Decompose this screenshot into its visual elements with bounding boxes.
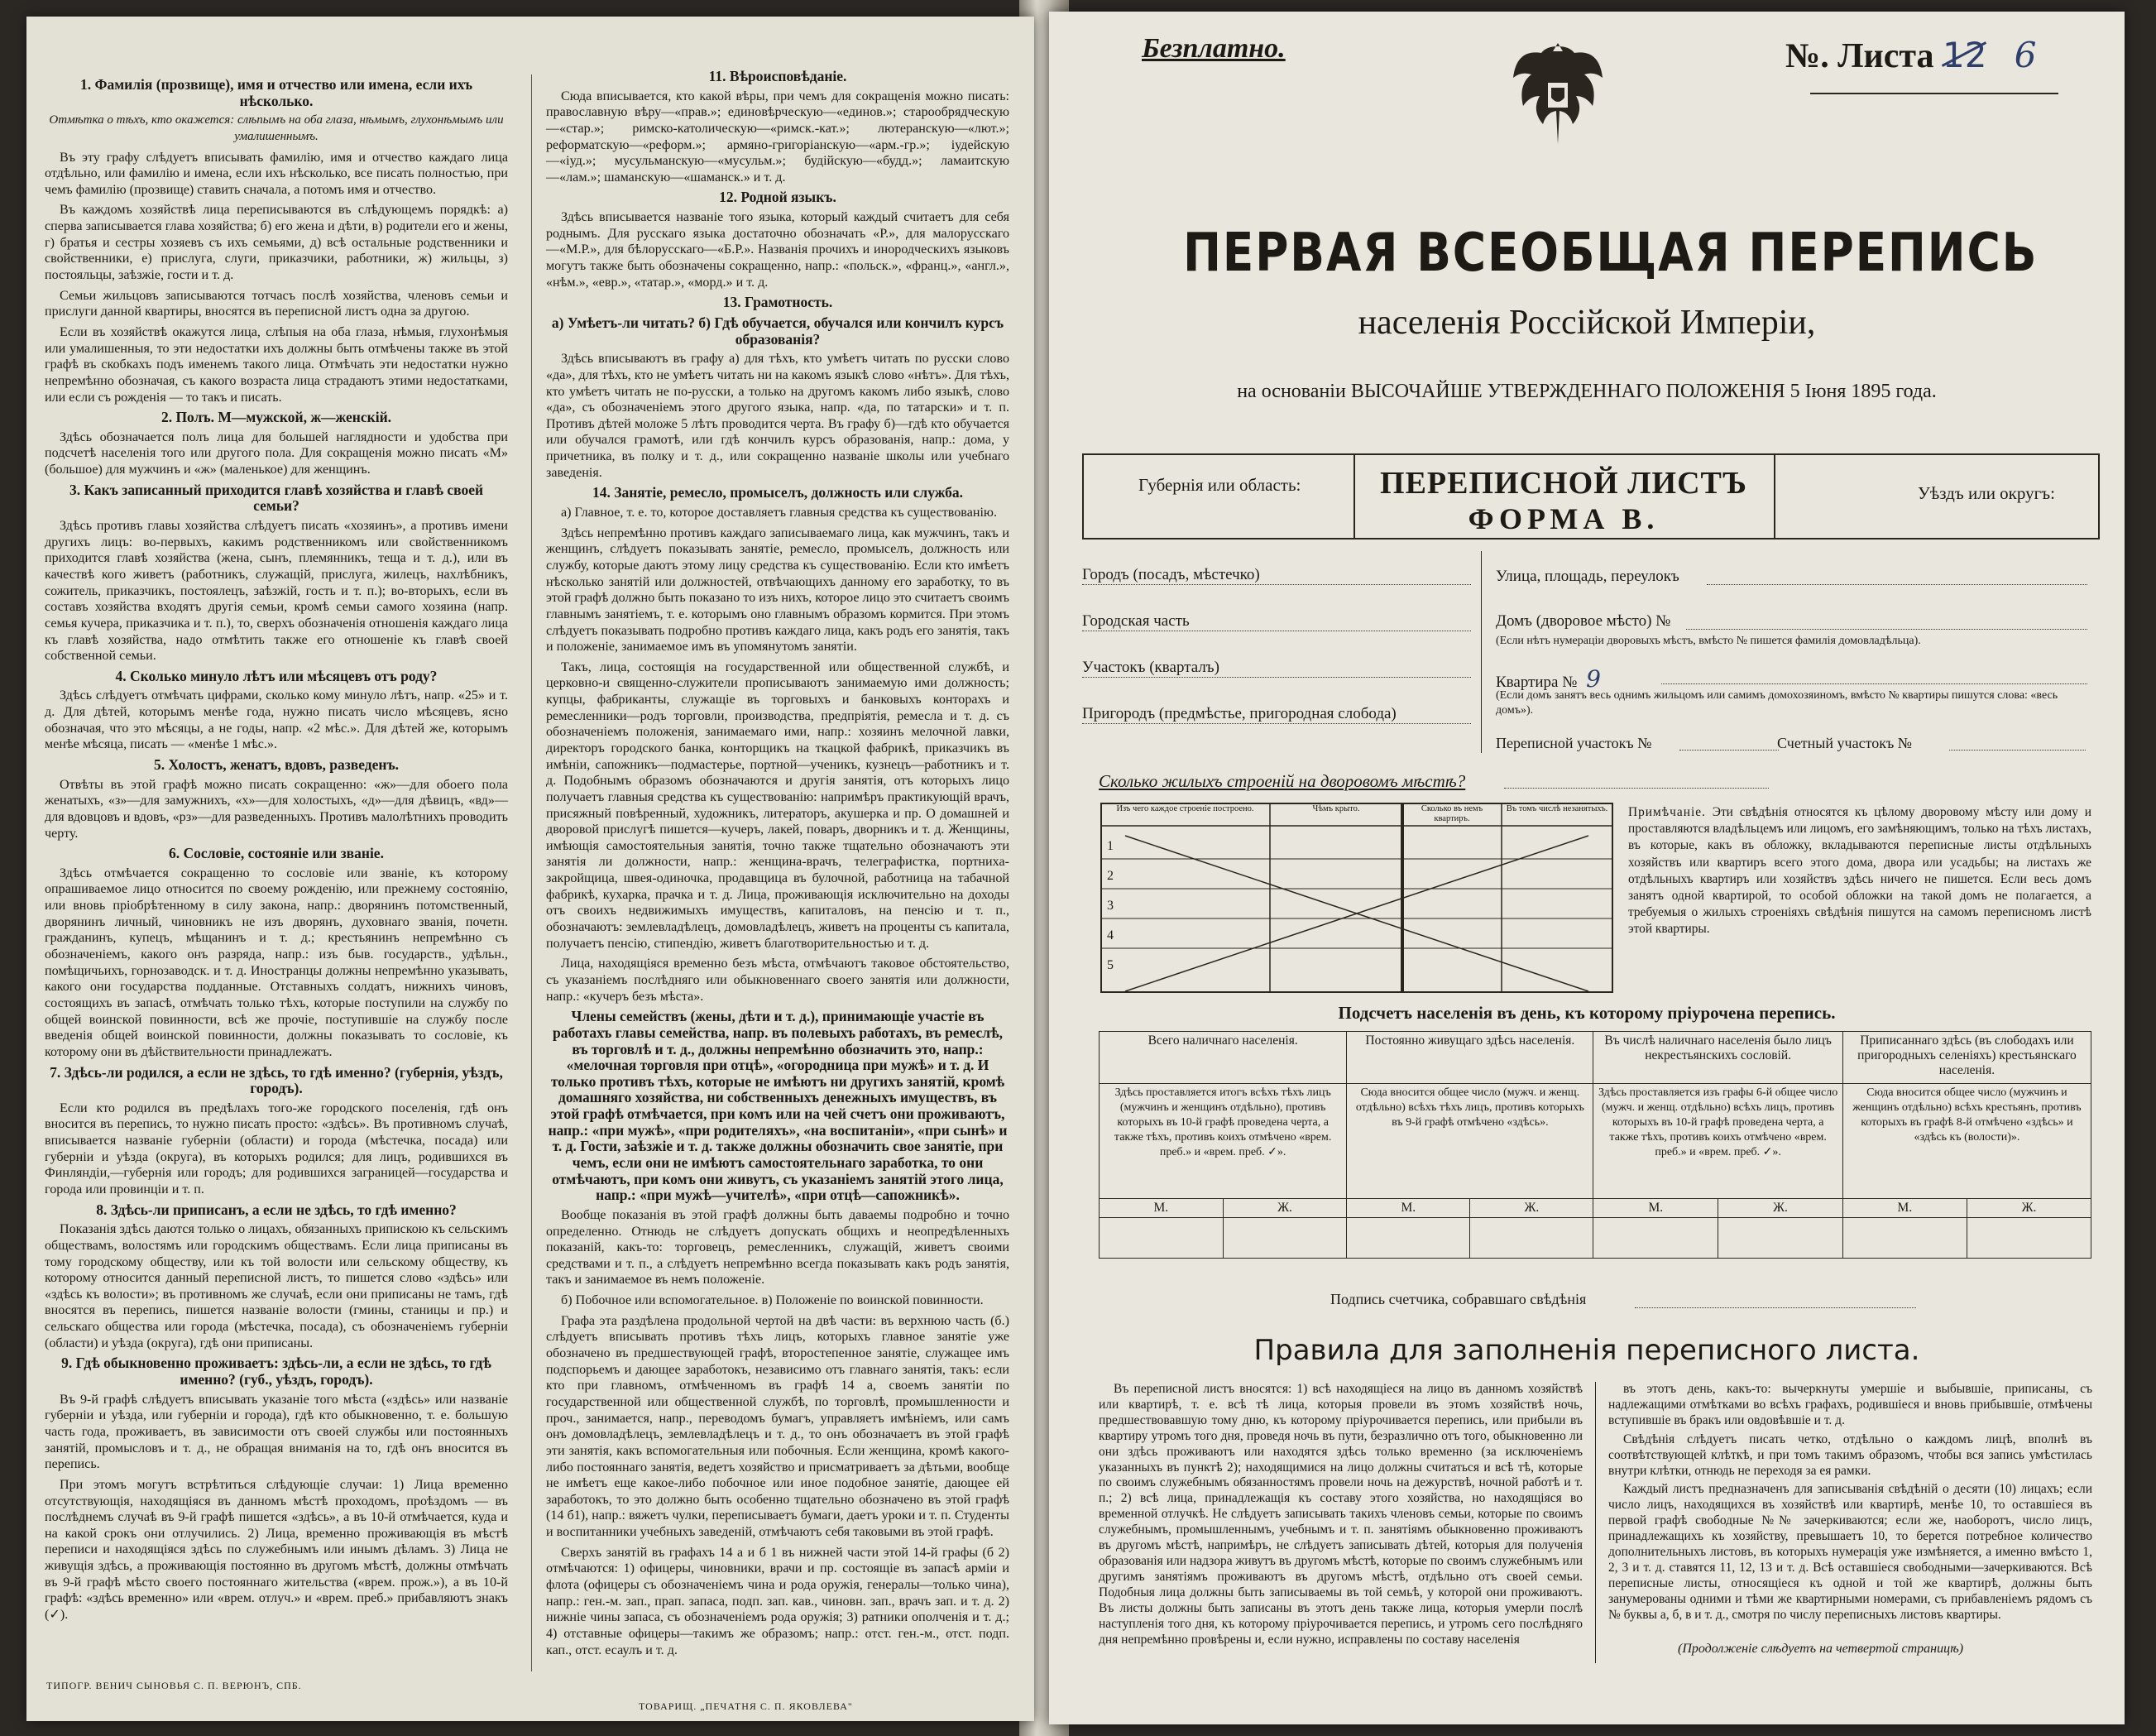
paragraph: Въ эту графу слѣдуетъ вписывать фамилію, имя и отчество каждаго лица отдѣльно, или фамилію и имена, если ихъ нѣсколько, все писать полностью, при чемъ фамилію (прозвище) ставить сначала, а потомъ имя и отчество. [45, 150, 508, 197]
box-right [2098, 453, 2100, 538]
column-2-paragraphs [546, 69, 1009, 1658]
box-left [1082, 453, 1084, 538]
buildings-column-header: Сколько въ немъ квартиръ. [1421, 804, 1483, 823]
buildings-question: Сколько жилыхъ строеній на дворовомъ мѣстѣ? [1099, 771, 1466, 791]
house-label: Домъ (дворовое мѣсто) № [1496, 612, 1671, 630]
buildings-column-header: Чѣмъ крыто. [1312, 804, 1360, 813]
rules-paragraph: Въ переписной листъ вносятся: 1) всѣ находящіеся на лицо въ данномъ хозяйствѣ или квартирѣ, т. е. всѣ тѣ лица, которыя провели въ этомъ хозяйствѣ ночь, предшествовавшую тому дню, къ которому пріурочивается перепись, или прибыли въ квартиру утромъ того дня, проведя ночь въ пути, безразлично отъ того, обыкновенно ли они здѣсь проживаютъ или находятся здѣсь только временно (за исключеніемъ указанныхъ въ пунктѣ 2); находящимися на лицо должны считаться и всѣ тѣ, которые по своимъ служебнымъ обязанностямъ провели ночь на дежурствѣ, ночной работѣ и т. п.; 2) всѣ лица, принадлежащія къ составу этого хозяйства, но находящіяся во временной отлучкѣ. Не слѣдуетъ записывать такихъ членовъ семьи, которые по своимъ служебнымъ, промышленнымъ, учебнымъ и т. п. занятіямъ обыкновенно проживаютъ въ другомъ мѣстѣ, напримѣръ, не слѣдуетъ записывать дѣтей, которыя для полученія образованія или надзора живутъ въ другомъ мѣстѣ, которые по своимъ служебнымъ или другимъ занятіямъ проживаютъ въ другомъ мѣстѣ, отдѣльно отъ своей семьи. Подобныя лица должны быть записываемы въ той семьѣ, у которой они проживаютъ. Въ листы должны быть записаны въ этотъ день также лица, которыя умерли послѣ наступленія того дня, къ которому пріурочивается перепись, и утромъ сего послѣдняго дня непремѣнно провѣрены и, если нужно, исправлены по составу населенія [1099, 1382, 1583, 1647]
section-heading: 2. Полъ. М—мужской, ж—женскій. [161, 409, 392, 426]
form-title-line-2: ФОРМА В. [1468, 502, 1660, 535]
printer-imprint-right: ТОВАРИЩ. „ПЕЧАТНЯ С. П. ЯКОВЛЕВА" [639, 1700, 853, 1712]
buildings-row-number: 3 [1107, 899, 1114, 913]
section-heading: 3. Какъ записанный приходится главѣ хозяйства и главѣ своей семьи? [69, 481, 484, 515]
paragraph: Если кто родился въ предѣлахъ того-же городского поселенія, гдѣ онъ вносится въ перепись, то нужно писать просто: «здѣсь». Въ противномъ случаѣ, вписывается названіе губерніи (области) и города (мѣстечка, посада) или губерніи и уѣзда (округа), въ которыхъ родился; для лицъ, родившихся въ Финляндіи,—губернія или городъ; для родившихся заграницей—государства и города или провинціи и т. п. [45, 1101, 508, 1196]
sex-column-label: Ж. [1223, 1199, 1347, 1218]
count-column-description: Здѣсь проставляется изъ графы 6-й общее число (мужч. и женщ. отдѣльно) всѣхъ лицъ, противъ которыхъ въ 10-й графѣ проведена черта, а также тѣхъ, противъ коихъ отмѣчено «врем. преб.» и «врем. преб. ✓». [1593, 1084, 1842, 1199]
section-title-name: 1. Фамилія (прозвище), имя и отчество или имена, если ихъ нѣсколько. [79, 76, 473, 109]
count-column-header: Приписаннаго здѣсь (въ слободахъ или пригородныхъ селеніяхъ) крестьянскаго населенія. [1842, 1032, 2091, 1084]
uezd-label: Уѣздъ или округъ: [1918, 483, 2055, 503]
count-column-description: Сюда вносится общее число (мужчинъ и женщинъ отдѣльно) всѣхъ крестьянъ, противъ которыхъ въ графѣ 8-й отмѣчено «здѣсь» и «здѣсь къ (волости)». [1842, 1084, 2091, 1199]
count-value-cell[interactable] [1470, 1218, 1593, 1259]
address-field-line[interactable] [1082, 723, 1471, 724]
paragraph: Отвѣты въ этой графѣ можно писать сокращенно: «ж»—для обоего пола женатыхъ, «з»—для замужнихъ, «х»—для холостыхъ, «д»—для дѣвицъ, «вд»—для вдовцовъ и вдовъ, «рз»—для разведенныхъ. Противъ малолѣтнихъ проводить черту. [45, 777, 508, 841]
paragraph: Здѣсь обозначается полъ лица для большей наглядности и удобства при подсчетѣ населенія того или другого пола. Для сокращенія можно писать «М» (большое) для мужчинъ и «ж» (маленькое) для женщинъ. [45, 429, 508, 477]
paragraph: Такъ, лица, состоящія на государственной или общественной службѣ, и церковно-и священно-служители прописываютъ занимаемую ими должность; купцы, фабриканты, служащіе въ торговыхъ и банковыхъ конторахъ и ремесленники—родъ торговли, производства, предпріятія, ремесла и т. д. съ обозначеніемъ положенія, занимаемаго ими, напр.: хозяинъ мелочной лавки, директоръ городского банка, конторщикъ на ткацкой фабрикѣ, приказчикъ въ имѣніи, сапожникъ—подмастерье, портной—ученикъ, кузнецъ—работникъ и т. д. Подобнымъ образомъ обозначаются и другія занятія, отъ которыхъ лицо получаетъ главныя средства къ существованію: напримѣръ практикующій врачъ, присяжный повѣренный, художникъ, литераторъ, акушерка и пр. О домашней и дворовой прислугѣ пишется—кучеръ, лакей, поваръ, дворникъ и т. д. Женщины, имѣющія самостоятельныя занятія, точно также тщательно обозначаютъ эти занятія ли должности, напр.: женщина-врачъ, телеграфистка, портниха-закройщица, швея-одиночка, продавщица въ булочной, работница на табачной фабрикѣ, кухарка, прачка и т. д. Лица, проживающія исключительно на доходы отъ своихъ недвижимыхъ имуществъ, капиталовъ, на пенсію и т. п., обозначаютъ: землевладѣлецъ, домовладѣлецъ, живетъ на проценты съ капитала, получаетъ пенсію, стипендію, живетъ благотворительностью и т. д. [546, 659, 1009, 951]
sheet-number-underline [1810, 93, 2058, 94]
box-mid-2 [1774, 453, 1775, 538]
double-headed-eagle-icon [1508, 36, 1607, 161]
paragraph: Лица, находящіяся временно безъ мѣста, отмѣчаютъ таковое обстоятельство, съ указаніемъ послѣдняго или обыкновеннаго своего занятія или должности, напр.: «кучеръ безъ мѣста». [546, 957, 1009, 1004]
census-section-label: Переписной участокъ № [1496, 735, 1652, 751]
count-value-cell[interactable] [1223, 1218, 1347, 1259]
printer-imprint-left: ТИПОГР. ВЕНИЧ СЫНОВЬЯ С. П. ВЕРЮНЪ, СПБ. [46, 1680, 302, 1691]
rules-divider [1595, 1382, 1596, 1663]
count-value-cell[interactable] [1718, 1218, 1843, 1259]
note-title: Примѣчаніе. [1628, 805, 1706, 819]
paragraph: При этомъ могутъ встрѣтиться слѣдующіе случаи: 1) Лица временно отсутствующія, находящіяся въ данномъ мѣстѣ проходомъ, проѣздомъ — въ послѣднемъ случаѣ въ 9-й графѣ пишется «здѣсь», а въ 10-й отмѣчается, куда и на какой срокъ они отлучились. 2) Лица, временно проживающія въ мѣстѣ переписи и находящіяся здѣсь по служебнымъ или инымъ дѣламъ. 3) Лица не живущія здѣсь, а проживающія постоянно въ другомъ мѣстѣ, должны отмѣчать въ 9-й графѣ мѣсто своего постояннаго жительства («врем. прож.»), а въ 10-й графѣ: «здѣсь временно» или «врем. отлуч.» и «врем. преб.» прибавляютъ знакъ (✓). [45, 1477, 508, 1623]
section-heading: 11. Вѣроисповѣданіе. [708, 68, 847, 84]
enumerator-signature-label: Подпись счетчика, собравшаго свѣдѣнія [1330, 1291, 1587, 1307]
section-heading: Члены семействъ (жены, дѣти и т. д.), принимающіе участіе въ работахъ главы семейства, напр. въ полевыхъ работахъ, въ ремеслѣ, въ торговлѣ и т. д., должны непремѣнно обозначить это, напр.: «мелочная торговля при отцѣ», «огородница при мужѣ» и т. д. И только противъ тѣхъ, которые не имѣютъ ни другихъ занятій, кромѣ домашняго хозяйства, ни собственныхъ денежныхъ имуществъ, въ этой графѣ отмѣчается, при комъ или на чей счетъ они проживаютъ, напр.: «при мужѣ», «при родителяхъ», «на воспитаніи», «при сынѣ» и т. д. Гости, заѣзжіе и т. д. также должны обозначить свое занятіе, при чемъ, если они не имѣютъ самостоятельнаго заработка, то они отмѣчаютъ, при комъ они живутъ, съ указаніемъ занятій этого лица, напр.: «при мужѣ—учителѣ», «при отцѣ—сапожникѣ». [548, 1008, 1008, 1204]
section-heading: 13. Грамотность. [722, 294, 833, 311]
buildings-column-header: Въ томъ числѣ незанятыхъ. [1506, 804, 1608, 813]
street-label: Улица, площадь, переулокъ [1496, 568, 1679, 585]
count-value-cell[interactable] [1967, 1218, 2091, 1259]
count-column-header: Постоянно живущаго здѣсь населенія. [1347, 1032, 1593, 1084]
apartment-note: (Если домъ занятъ весь однимъ жильцомъ или самимъ домохозяиномъ, вмѣсто № квартиры пишутся слова: «весь домъ»). [1496, 689, 2058, 717]
paragraph: Сверхъ занятій въ графахъ 14 а и б 1 въ нижней части этой 14-й графы (б 2) отмѣчаются: 1) офицеры, чиновники, врачи и пр. состоящіе въ запасѣ арміи и флота (офицеры съ обозначеніемъ чина и рода оружія, генералы—только чина), напр.: ген.-м. зап., прап. запаса, подп. зап. кав., чиновн. зап., врачъ зап. и т. д. 2) нижніе чины запаса, съ обозначеніемъ рода оружія; 3) ратники ополченія и т. д.; 4) отставные офицеры—такимъ же образомъ; напр.: отст. ген.-м., отст. подп. кап., отст. есаулъ и т. д. [546, 1545, 1009, 1657]
paragraph: Здѣсь вписываютъ въ графу а) для тѣхъ, кто умѣетъ читать по русски слово «да», для тѣхъ, кто не умѣетъ читать ни на какомъ языкѣ слово «нѣтъ». Для тѣхъ, кто умѣетъ читать не по-русски, а только на другомъ какомъ либо языкѣ, слово «да», съ обозначеніемъ этого другого языка, напр. «да, по татарски» и т. п. Противъ дѣтей моложе 5 лѣтъ проводится черта. Въ графу б)—гдѣ кто обучается или обучался грамотѣ, или гдѣ кончилъ курсъ образованія, напр.: дома, у причетника, въ полку и т. д., или сокращенно названіе школы или учебнаго заведенія. [546, 352, 1009, 480]
count-table-value-row[interactable] [1100, 1218, 2091, 1259]
population-count-table [1099, 1031, 2091, 1259]
address-field-line[interactable] [1082, 584, 1471, 585]
buildings-column-header: Изъ чего каждое строеніе построено. [1116, 804, 1254, 813]
buildings-count-field[interactable] [1504, 788, 1769, 789]
sex-column-label: Ж. [1718, 1199, 1843, 1218]
rules-paragraph: Свѣдѣнія слѣдуетъ писать четко, отдѣльно о каждомъ лицѣ, вполнѣ въ соотвѣтствующей клѣткѣ, и при томъ такимъ образомъ, чтобы вся запись умѣстилась внутри клѣтки, отнюдь не переходя за ея рамки. [1608, 1431, 2092, 1478]
buildings-row-number: 5 [1107, 958, 1114, 972]
paragraph: Показанія здѣсь даются только о лицахъ, обязанныхъ припискою къ сельскимъ обществамъ, волостямъ или городскимъ обществамъ. Если лица приписаны въ тому городскому обществу, или къ той волости или сельскому обществу, къ которому относится данный переписной листъ, то пишется слово «здѣсь» или «здѣсь къ волости»; въ противномъ же случаѣ, если они приписаны не тамъ, гдѣ вносятся въ перепись, пишется названіе волости (гмины, станицы и пр.) и сельскаго общества или города (мѣстечка, посада), съ обозначеніемъ губерніи (области) и уѣзда (округа), гдѣ они приписаны. [45, 1222, 508, 1350]
paragraph: Если въ хозяйствѣ окажутся лица, слѣпыя на оба глаза, нѣмыя, глухонѣмыя или умалишенныя, то эти недостатки ихъ должны быть отмѣчены также въ этой графѣ въ скобкахъ подъ именемъ такого лица. Отмѣчать эти недостатки нужно непремѣнно обозначая, съ какого возраста лица страдаютъ этими недостатками, или если съ рожденія — то такъ и писать. [45, 324, 508, 405]
section-heading: 4. Сколько минуло лѣтъ или мѣсяцевъ отъ роду? [115, 667, 438, 684]
section-heading: 8. Здѣсь-ли приписанъ, а если не здѣсь, то гдѣ именно? [96, 1201, 457, 1218]
section-heading: 6. Сословіе, состояніе или званіе. [169, 845, 384, 862]
rules-title: Правила для заполненія переписного листа. [1253, 1334, 1920, 1367]
continued-note: (Продолженіе слѣдуетъ на четвертой страницѣ) [1678, 1642, 1964, 1656]
sex-column-label: М. [1347, 1199, 1470, 1218]
instructions-column-1 [45, 73, 508, 1628]
paragraph: Здѣсь противъ главы хозяйства слѣдуетъ писать «хозяинъ», а противъ имени другихъ лицъ: во-первыхъ, какимъ родственникомъ или свойственникомъ приходится главѣ хозяйства (жена, сынъ, племянникъ, теща и т. д.), или въ качествѣ кого живетъ (работникъ, служащій, прислуга, жилецъ, нахлѣбникъ, сожитель, приказчикъ, постоялецъ, заѣзжій, гость и т. п.); во-вторыхъ, если въ составъ хозяйства входятъ другія семьи, кромѣ семьи самого хозяина (напр. семья кучера, приказчика и т. п.), то, сверхъ обозначенія отношенія каждаго лица къ главѣ хозяйства, надо отмѣтить также его отношеніе къ главѣ своей собственной семьи. [45, 519, 508, 664]
sex-column-label: М. [1842, 1199, 1967, 1218]
section-heading: 5. Холостъ, женатъ, вдовъ, разведенъ. [153, 755, 400, 773]
paragraph: Здѣсь слѣдуетъ отмѣчать цифрами, сколько кому минуло лѣтъ, напр. «25» и т. д. Для дѣтей, которымъ менѣе года, нужно писать число мѣсяцевъ, ясно обозначая, что это мѣсяцы, а не годы, напр. «2 мѣс.». Для дѣтей же, которымъ менѣе мѣсяца, писать — «менѣе 1 мѣс.». [45, 688, 508, 752]
paragraph: Графа эта раздѣлена продольной чертой на двѣ части: въ верхнюю часть (б.) слѣдуетъ вписывать противъ тѣхъ лицъ, которыхъ главное занятіе уже обозначено въ предшествующей графѣ, второстепенное занятіе, служащее имъ подспорьемъ и дающее заработокъ, независимо отъ главнаго занятія, такъ: если кто при главномъ, отмѣченномъ въ графѣ 14 а, своемъ занятіи по государственной или общественной службѣ, по торговлѣ, промышленности и проч., занимается, напр., переводомъ бумагъ, управляетъ имѣніемъ, или самъ онъ домовладѣлецъ, землевладѣлецъ и т. д., то онъ обозначаетъ въ этой графѣ эти занятія, какъ вспомогательныя или побочныя. Если женщина, кромѣ какого-либо постояннаго занятія, ведетъ хозяйство и присматриваетъ за дѣтьми, вообще не имѣетъ еще какое-либо побочное или иное подобное занятіе, дающее ей заработокъ, то это должно быть особенно тщательно обозначено въ этой графѣ (14 б1), напр.: вяжетъ чулки, переписываетъ бумаги, даетъ уроки и т. п. Студенты и воспитанники учебныхъ заведеній, отмѣчаютъ себя таковыми въ этой графѣ. [546, 1313, 1009, 1540]
form-main-title: ПЕРВАЯ ВСЕОБЩАЯ ПЕРЕПИСЬ [1183, 223, 2039, 284]
section-heading: 9. Гдѣ обыкновенно проживаетъ: здѣсь-ли, а если не здѣсь, то гдѣ именно? (губ., уѣздъ, городъ). [61, 1355, 491, 1388]
counting-section-label: Счетный участокъ № [1777, 735, 1912, 751]
address-divider [1481, 551, 1482, 753]
paragraph: а) Главное, т. е. то, которое доставляетъ главныя средства къ существованію. [561, 506, 997, 520]
sex-column-label: М. [1100, 1199, 1224, 1218]
address-field-line[interactable] [1082, 677, 1471, 678]
house-number-field[interactable] [1686, 629, 2087, 630]
sheet-number-struck: 12 [1942, 35, 1987, 75]
paragraph: Здѣсь непремѣнно противъ каждаго записываемаго лица, как мужчинъ, такъ и женщинъ, слѣдуетъ показывать занятіе, ремесло, промыселъ, должность или службу, которые даютъ этому лицу средства къ существованію. Если кто имѣетъ нѣсколько занятій или должностей, отвѣчающихъ данному его заработку, то въ этой графѣ должно быть показано то изъ нихъ, которое лицо это считаетъ своимъ главнымъ занятіемъ, т. е. которымъ оно главнымъ образомъ кормится. При этомъ слѣдуетъ показывать подробно противъ каждаго лица, какъ родъ его занятія, такъ и положеніе, занимаемое имъ въ упомянутомъ занятіи. [546, 525, 1009, 655]
address-field-label: Городъ (посадъ, мѣстечко) [1082, 566, 1260, 583]
free-of-charge-label: Безплатно. [1142, 33, 1286, 64]
column-divider [531, 74, 532, 1671]
instructions-column-2 [546, 65, 1009, 1662]
rules-column-left [1099, 1382, 1583, 1651]
enumerator-signature-field[interactable] [1635, 1307, 1916, 1308]
column-1-paragraphs [45, 150, 508, 1623]
rule-bottom [1082, 538, 2100, 540]
paragraph: б) Побочное или вспомогательное. в) Положеніе по воинской повинности. [561, 1293, 984, 1308]
buildings-row-number: 4 [1107, 928, 1114, 942]
section-heading: 14. Занятіе, ремесло, промыселъ, должность или служба. [592, 484, 964, 501]
apartment-label: Квартира № 9 [1496, 665, 1601, 693]
sex-column-label: Ж. [1470, 1199, 1593, 1218]
paragraph: Вообще показанія въ этой графѣ должны быть даваемы подробно и точно определенно. Отнюдь не слѣдуетъ допускать общихъ и неопредѣленныхъ показаній, какъ-то: торговецъ, ремесленникъ, служащій, живетъ своими средствами и т. п., а слѣдуетъ непремѣнно всегда показывать какъ родъ занятія, такъ и занимаемое въ немъ положеніе. [546, 1207, 1009, 1288]
count-table-header-row [1100, 1032, 2091, 1084]
rules-paragraph: въ этотъ день, какъ-то: вычеркнуты умершіе и выбывшіе, приписаны, съ надлежащими отмѣтками во всѣхъ графахъ, родившіеся и вновь прибывшіе, отмѣчены вступившіе въ бракъ или овдовѣвшіе и т. д. [1608, 1382, 2092, 1427]
sex-column-label: Ж. [1967, 1199, 2091, 1218]
buildings-note [1628, 804, 2091, 938]
apartment-number-handwritten: 9 [1586, 665, 1601, 693]
counting-section-field[interactable] [1949, 750, 2086, 751]
form-subtitle: населенія Россійской Имперіи, [1358, 304, 1816, 342]
apartment-field[interactable] [1661, 683, 2087, 684]
buildings-table-crossed [1100, 803, 1613, 993]
rules-paragraph: Каждый листъ предназначенъ для записыванія свѣдѣній о десяти (10) лицахъ; если число лицъ, находящихся въ хозяйствѣ или квартирѣ, менѣе 10, то оставшіеся въ первой графѣ свободные №№ зачеркиваются; если же, наоборотъ, число лицъ, принадлежащихъ къ хозяйству, превышаетъ 10, то берется потребное количество дополнительныхъ листовъ, въ которыхъ нумерація уже измѣняется, а именно вмѣсто 1, 2, 3 и т. д. ставятся 11, 12, 13 и т. д. Всѣ оставшіеся свободными—зачеркиваются. Всѣ переписные листы, относящіеся къ одной и той же квартирѣ, должны быть занумерованы одними и тѣми же квартирными номерами, съ прибавленіемъ рядомъ съ № буквы а, б, в и т. д., смотря по числу переписныхъ листовъ квартиры. [1608, 1482, 2092, 1622]
sheet-number-label: №. Листа 12 6 [1785, 35, 2037, 75]
count-table-description-row [1100, 1084, 2091, 1199]
left-page-instructions [26, 17, 1034, 1721]
note-text: Эти свѣдѣнія относятся къ цѣлому дворовому мѣсту или дому и проставляются владѣльцемъ или лицомъ, его замѣняющимъ, только на тѣхъ листахъ, въ которые, какъ въ обложку, вкладываются переписные листы отдѣльныхъ хозяйствъ или квартиръ всего этого дома, двора или усадьбы; на листахъ же отдѣльныхъ квартиръ или хозяйствъ здѣсь ничего не пишется. Если весь домъ занятъ одной квартирой, то особой обложки на такой домъ не полагается, а требуемыя о жилыхъ строеніяхъ свѣдѣнія пишутся на самомъ переписномъ листѣ этой квартиры. [1628, 805, 2091, 937]
sheet-number-handwritten: 6 [2014, 35, 2037, 75]
sex-column-label: М. [1593, 1199, 1718, 1218]
paragraph: Въ каждомъ хозяйствѣ лица переписываются въ слѣдующемъ порядкѣ: а) сперва записывается глава хозяйства; б) его жена и дѣти, в) родители его и жены, г) братья и сестры хозяевъ съ ихъ семьями, д) всѣ остальные родственники и свойственники, е) прислуга, слуги, приказчики, работники, ж) жильцы, з) постояльцы, заѣзжіе, гости и т. д. [45, 203, 508, 283]
count-column-header: Всего наличнаго населенія. [1100, 1032, 1347, 1084]
address-field-label: Участокъ (кварталъ) [1082, 659, 1219, 676]
form-title-line-1: ПЕРЕПИСНОЙ ЛИСТЪ [1380, 466, 1747, 501]
count-value-cell[interactable] [1593, 1218, 1718, 1259]
paragraph: Семьи жильцовъ записываются тотчасъ послѣ хозяйства, членовъ семьи и прислуги данной квартиры, вносятся въ переписной листъ одна за другою. [45, 288, 508, 319]
count-column-header: Въ числѣ наличнаго населенія было лицъ некрестьянскихъ сословій. [1593, 1032, 1842, 1084]
paragraph: Въ 9-й графѣ слѣдуетъ вписывать указаніе того мѣста («здѣсь» или названіе губерніи и уѣзда, или губерніи и города), гдѣ кто обыкновенно, т. е. большую часть года, проживаетъ, въ зависимости отъ своей службы или постоянныхъ занятій, промысловъ и т. д., не обращая вниманія на то, гдѣ онъ вносится въ перепись. [45, 1392, 508, 1472]
address-field-label: Городская часть [1082, 612, 1190, 630]
section-heading: 7. Здѣсь-ли родился, а если не здѣсь, то гдѣ именно? (губернія, уѣздъ, городъ). [50, 1063, 503, 1097]
buildings-row-number: 1 [1107, 839, 1114, 853]
rule-top [1082, 453, 2100, 455]
street-field[interactable] [1707, 584, 2087, 585]
count-table-sex-row [1100, 1199, 2091, 1218]
population-count-title: Подсчетъ населенія въ день, къ которому пріурочена перепись. [1338, 1003, 1836, 1023]
count-column-description: Здѣсь проставляется итогъ всѣхъ тѣхъ лицъ (мужчинъ и женщинъ отдѣльно), противъ которыхъ въ 10-й графѣ проведена черта, а также тѣхъ, противъ коихъ отмѣчено «врем. преб.» и «врем. преб. ✓». [1100, 1084, 1347, 1199]
paragraph: Здѣсь отмѣчается сокращенно то сословіе или званіе, къ которому опрашиваемое лицо относится по своему рожденію, или прежнему состоянію, или вновь пріобрѣтенному в силу закона, напр.: дворянинъ потомственный, дворянинъ личный, чиновникъ не изъ дворянъ, духовнаго званія, почетн. гражданинъ, купецъ, мѣщанинъ и т. д.; крестьянинъ непремѣнно съ обозначеніемъ, какого онъ разряда, напр.: изъ быв. государств., удѣльн., помѣщичьихъ, горнозаводск. и т. д. Иностранцы должны непремѣнно указывать, какого они государства подданные. Отставныхъ солдатъ, нижнихъ чиновъ, состоящихъ въ запасѣ, отмѣчать только тѣхъ, которые поступили на службу по общей воинской повинности, всѣ же прочіе, поступившіе на службу после введенія общей воинской повинности, должны показывать то сословіе, къ которому они въ дѣйствительности принадлежатъ. [45, 866, 508, 1059]
right-page-census-form [1049, 12, 2125, 1724]
address-field-label: Пригородъ (предмѣстье, пригородная слобода) [1082, 705, 1397, 722]
gubernia-label: Губернія или область: [1138, 475, 1301, 495]
rules-column-right [1608, 1382, 2092, 1627]
section-subtitle-defects: Отмѣтка о тѣхъ, кто окажется: слѣпымъ на оба глаза, нѣмымъ, глухонѣмымъ или умалишеннымъ. [49, 113, 504, 143]
census-section-field[interactable] [1679, 750, 1779, 751]
count-value-cell[interactable] [1347, 1218, 1470, 1259]
paragraph: Здѣсь вписывается названіе того языка, который каждый считаетъ для себя роднымъ. Для русскаго языка достаточно обозначать «Р.», для малорусскаго—«М.Р.», для бѣлорусскаго—«Б.Р.». Названія прочихъ и инородческихъ языковъ могутъ также быть обозначены сокращенно, напр.: «польск.», «франц.», «англ.», «нѣм.», «евр.», «татар.», «морд.» и т. д. [546, 210, 1009, 290]
section-heading: 12. Родной языкъ. [719, 189, 836, 206]
paragraph: Сюда вписывается, кто какой вѣры, при чемъ для сокращенія можно писать: православную вѣру—«прав.»; единовѣрческую—«единов.»; старообрядческую—«стар.»; римско-католическую—«римск.-кат.»; лютеранскую—«лют.»; реформатскую—«реформ.»; армяно-григоріанскую—«арм.-гр.»; іудейскую—«іуд.»; мусульманскую—«мусульм.»; будійскую—«будд.»; ламаитскую—«лам.»; шаманскую—«шаманск.» и т. д. [546, 89, 1009, 185]
count-column-description: Сюда вносится общее число (мужч. и женщ. отдѣльно) всѣхъ тѣхъ лицъ, противъ которыхъ въ 9-й графѣ отмѣчено «здѣсь». [1347, 1084, 1593, 1199]
buildings-row-number: 2 [1107, 869, 1114, 883]
section-heading: а) Умѣетъ-ли читать? б) Гдѣ обучается, обучался или кончилъ курсъ образованія? [551, 314, 1004, 348]
count-value-cell[interactable] [1100, 1218, 1224, 1259]
count-value-cell[interactable] [1842, 1218, 1967, 1259]
form-legal-basis: на основаніи ВЫСОЧАЙШЕ УТВЕРЖДЕННАГО ПОЛОЖЕНІЯ 5 Іюня 1895 года. [1237, 381, 1937, 402]
house-note: (Если нѣтъ нумераціи дворовыхъ мѣстъ, вмѣсто № пишется фамилія домовладѣльца). [1496, 635, 1921, 647]
